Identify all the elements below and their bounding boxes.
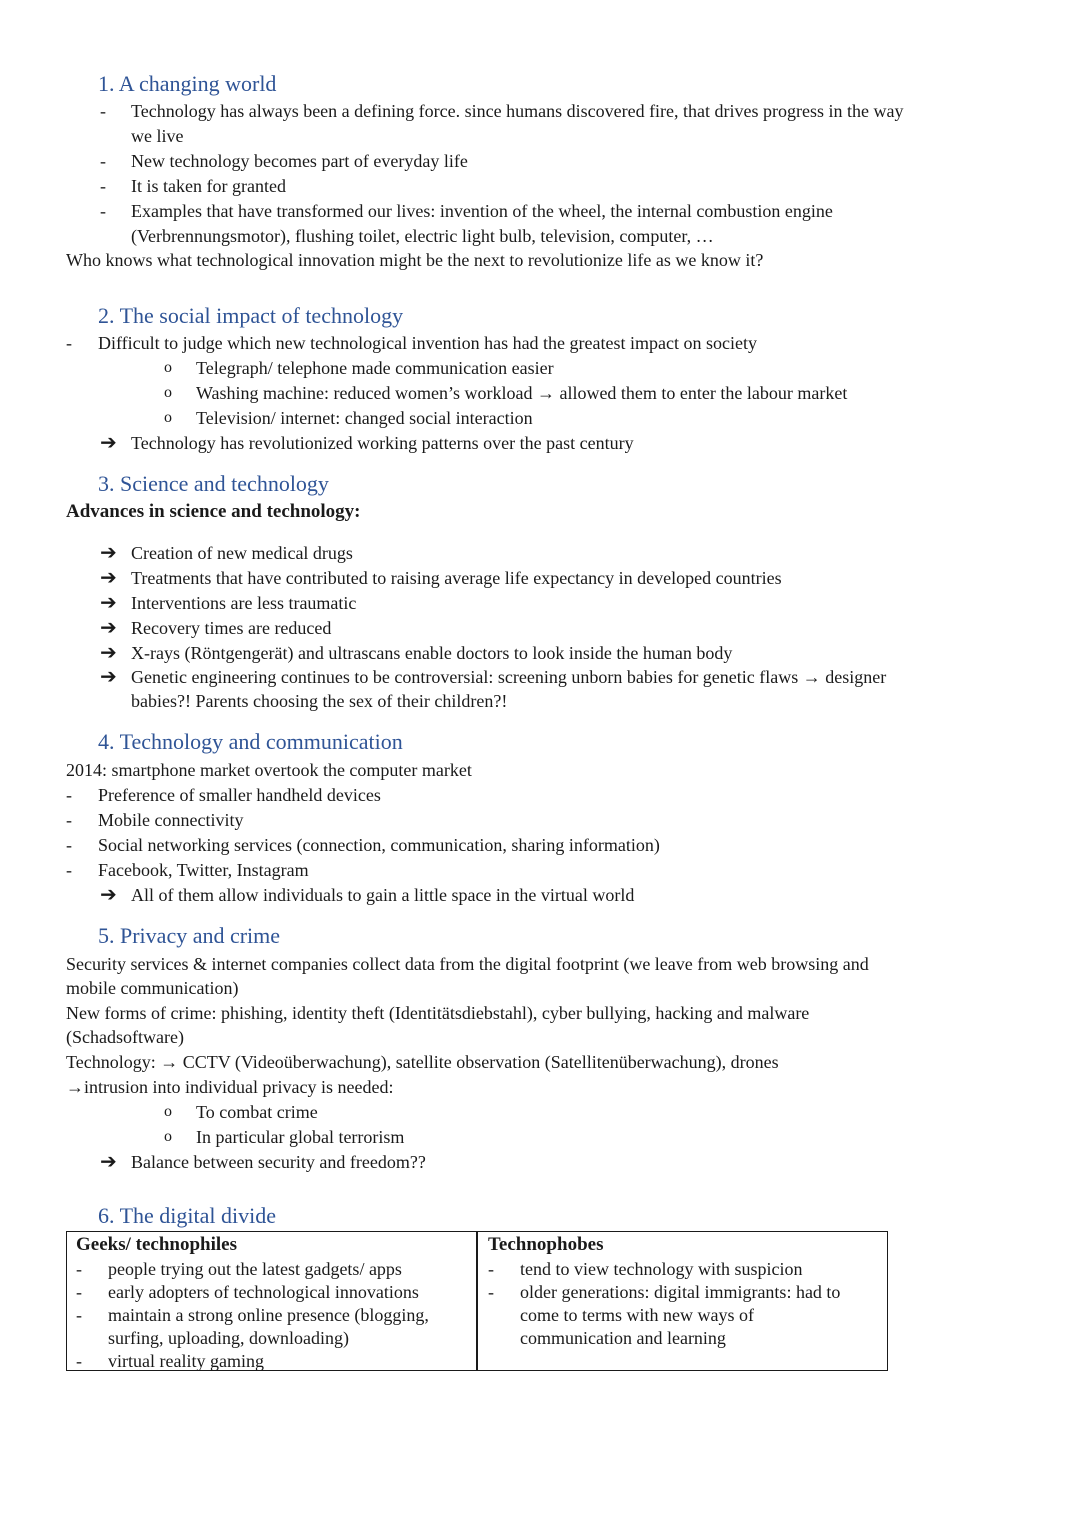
table-divider [476, 1231, 478, 1371]
table-right-line-2: older generations: digital immigrants: had to [520, 1282, 841, 1302]
s2-intro: Difficult to judge which new technological invention has had the greatest impact on society [98, 333, 757, 353]
section-2-heading: 2. The social impact of technology [98, 303, 404, 328]
bullet-dash: - [66, 333, 72, 353]
s5-sub-2: In particular global terrorism [196, 1127, 405, 1147]
arrow-right-icon: ➔ [100, 664, 117, 688]
bullet-dash: - [66, 810, 72, 830]
s2-sub-1: Telegraph/ telephone made communication easier [196, 358, 554, 378]
s4-item-4: Facebook, Twitter, Instagram [98, 860, 309, 880]
bullet-dash: - [76, 1351, 82, 1371]
section-5-heading: 5. Privacy and crime [98, 923, 281, 948]
table-left-title: Geeks/ technophiles [76, 1234, 237, 1255]
s2-sub-2: Washing machine: reduced women’s workload → allowed them to enter the labour market [196, 383, 848, 403]
bullet-dash: - [100, 101, 106, 121]
table-left-line-3: maintain a strong online presence (blogging, [108, 1305, 429, 1325]
bullet-circle: o [164, 1128, 172, 1145]
bullet-dash: - [66, 835, 72, 855]
table-left-line-2: early adopters of technological innovations [108, 1282, 419, 1302]
s3-subheading: Advances in science and technology: [66, 501, 361, 522]
s1-item-3: It is taken for granted [131, 176, 286, 196]
s4-conclusion: All of them allow individuals to gain a little space in the virtual world [131, 885, 635, 905]
s5-line-3: New forms of crime: phishing, identity theft (Identitätsdiebstahl), cyber bullying, hacking and malware [66, 1003, 810, 1023]
arrow-right-icon: ➔ [100, 615, 117, 639]
s5-line-2: mobile communication) [66, 978, 239, 998]
bullet-dash: - [76, 1305, 82, 1325]
s1-item-2: New technology becomes part of everyday life [131, 151, 468, 171]
s3-item-2: Treatments that have contributed to raising average life expectancy in developed countries [131, 568, 782, 588]
s1-item-4-cont: (Verbrennungsmotor), flushing toilet, electric light bulb, television, computer, … [131, 226, 714, 246]
bullet-dash: - [66, 785, 72, 805]
s5-conclusion: Balance between security and freedom?? [131, 1152, 426, 1172]
table-right-line-2-cont: come to terms with new ways of [520, 1305, 754, 1325]
s1-item-1-cont: we live [131, 126, 184, 146]
s3-item-5: X-rays (Röntgengerät) and ultrascans enable doctors to look inside the human body [131, 643, 733, 663]
arrow-right-icon: ➔ [100, 640, 117, 664]
bullet-dash: - [76, 1259, 82, 1279]
table-right-title: Technophobes [488, 1234, 604, 1255]
bullet-circle: o [164, 384, 172, 401]
bullet-dash: - [100, 151, 106, 171]
s3-item-3: Interventions are less traumatic [131, 593, 357, 613]
s1-item-4: Examples that have transformed our lives: invention of the wheel, the internal combustion engine [131, 201, 833, 221]
s1-item-1: Technology has always been a defining force. since humans discovered fire, that drives progress in the way [131, 101, 904, 121]
bullet-dash: - [66, 860, 72, 880]
arrow-right-icon: ➔ [100, 882, 117, 906]
s3-item-1: Creation of new medical drugs [131, 543, 353, 563]
s3-item-4: Recovery times are reduced [131, 618, 332, 638]
s1-closing: Who knows what technological innovation might be the next to revolutionize life as we know it? [66, 250, 764, 270]
arrow-right-icon: ➔ [100, 590, 117, 614]
s5-line-6: →intrusion into individual privacy is needed: [66, 1077, 394, 1097]
table-left-line-3-cont: surfing, uploading, downloading) [108, 1328, 349, 1348]
arrow-right-icon: ➔ [100, 430, 117, 454]
s4-item-2: Mobile connectivity [98, 810, 244, 830]
bullet-dash: - [100, 201, 106, 221]
s4-item-1: Preference of smaller handheld devices [98, 785, 381, 805]
s4-item-3: Social networking services (connection, communication, sharing information) [98, 835, 660, 855]
s5-line-1: Security services & internet companies collect data from the digital footprint (we leave from web browsing and [66, 954, 869, 974]
bullet-circle: o [164, 359, 172, 376]
arrow-right-icon: ➔ [100, 1149, 117, 1173]
table-left-line-4: virtual reality gaming [108, 1351, 264, 1371]
section-4-heading: 4. Technology and communication [98, 729, 403, 754]
bullet-circle: o [164, 1103, 172, 1120]
bullet-dash: - [488, 1259, 494, 1279]
s3-item-6: Genetic engineering continues to be controversial: screening unborn babies for genetic flaws → designer [131, 667, 887, 687]
bullet-dash: - [100, 176, 106, 196]
section-1-heading: 1. A changing world [98, 71, 277, 96]
s5-line-5: Technology: → CCTV (Videoüberwachung), satellite observation (Satellitenüberwachung), drones [66, 1052, 779, 1072]
table-right-line-1: tend to view technology with suspicion [520, 1259, 803, 1279]
bullet-dash: - [488, 1282, 494, 1302]
s5-line-4: (Schadsoftware) [66, 1027, 184, 1047]
section-3-heading: 3. Science and technology [98, 471, 329, 496]
s2-sub-3: Television/ internet: changed social interaction [196, 408, 533, 428]
arrow-right-icon: ➔ [100, 540, 117, 564]
s5-sub-1: To combat crime [196, 1102, 318, 1122]
table-left-line-1: people trying out the latest gadgets/ apps [108, 1259, 402, 1279]
s4-intro: 2014: smartphone market overtook the computer market [66, 760, 472, 780]
s3-item-6-cont: babies?! Parents choosing the sex of their children?! [131, 691, 508, 711]
bullet-dash: - [76, 1282, 82, 1302]
arrow-right-icon: ➔ [100, 565, 117, 589]
s2-conclusion: Technology has revolutionized working patterns over the past century [131, 433, 634, 453]
bullet-circle: o [164, 409, 172, 426]
section-6-heading: 6. The digital divide [98, 1203, 277, 1228]
table-right-line-2-cont2: communication and learning [520, 1328, 726, 1348]
